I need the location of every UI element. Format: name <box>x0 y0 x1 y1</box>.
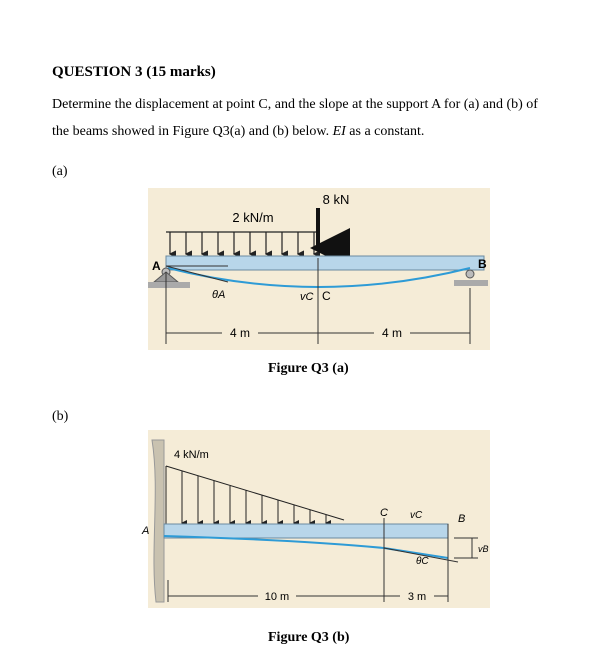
dist-load-label-a: 2 kN/m <box>232 210 274 225</box>
label-vc-b: vC <box>410 510 423 521</box>
question-body-line2-end: as a constant. <box>345 124 425 139</box>
label-c-point: C <box>322 289 331 303</box>
label-b-support-b: B <box>458 513 466 525</box>
label-vc: vC <box>300 291 314 303</box>
question-body-line2 <box>52 118 572 145</box>
label-vb-b: vB <box>478 544 489 554</box>
dim-left-b: 10 m <box>264 591 290 603</box>
dim-right-b: 3 m <box>407 591 427 603</box>
part-a-label: (a) <box>52 164 68 179</box>
question-body-line2-text: the beams showed in Figure Q3(a) and (b) below. <box>52 124 333 139</box>
beam-a <box>166 256 484 270</box>
label-c-point-b: C <box>380 507 388 519</box>
part-b-label: (b) <box>52 409 69 424</box>
dim-left-a: 4 m <box>229 326 251 340</box>
dim-right-a: 4 m <box>381 326 403 340</box>
question-title: QUESTION 3 (15 marks) <box>52 64 216 80</box>
label-a-support: A <box>152 259 161 273</box>
ei-term: EI <box>332 124 346 139</box>
question-body <box>52 91 572 145</box>
figure-a-diagram <box>148 188 490 350</box>
question-body-line1: Determine the displacement at point C, and the slope at the support A for (a) and (b) of <box>52 97 538 112</box>
label-b-support: B <box>478 257 487 271</box>
figure-b-caption: Figure Q3 (b) <box>268 630 350 645</box>
label-theta-c-b: θC <box>416 556 429 567</box>
point-load-label-a: 8 kN <box>322 192 350 207</box>
figure-b-diagram <box>142 430 490 608</box>
dist-load-label-b: 4 kN/m <box>174 449 209 461</box>
label-theta-a: θA <box>212 289 226 301</box>
beam-b <box>164 524 448 538</box>
figure-a-caption: Figure Q3 (a) <box>268 361 349 376</box>
label-a-support-b: A <box>142 525 150 537</box>
